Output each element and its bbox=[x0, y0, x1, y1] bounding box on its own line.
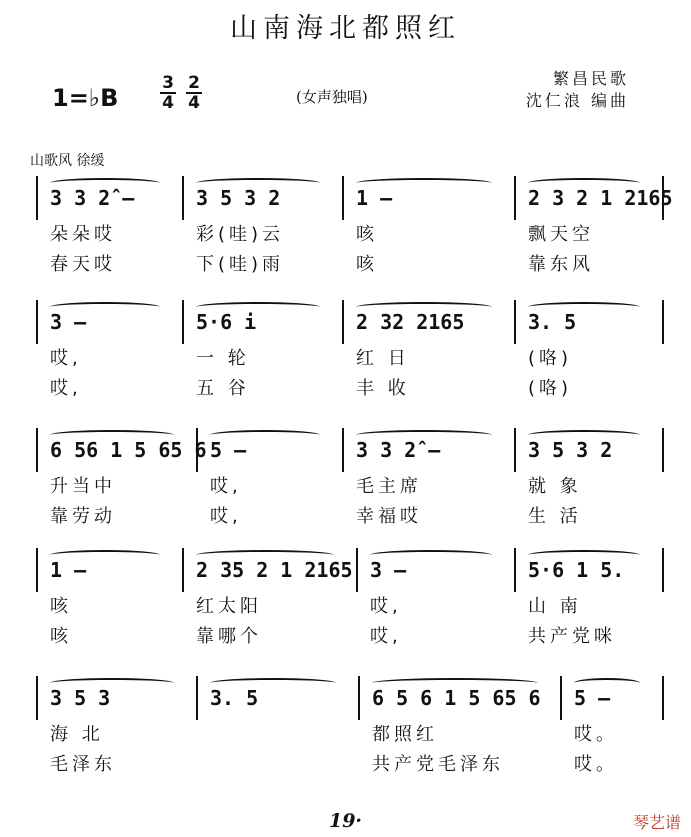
lyric-line-2: 五 谷 bbox=[196, 378, 250, 399]
page-title: 山南海北都照红 bbox=[230, 13, 461, 44]
barline bbox=[36, 176, 38, 220]
credit-folk-song: 繁昌民歌 bbox=[552, 69, 629, 88]
lyric-line-2: 咳 bbox=[50, 626, 72, 647]
barline bbox=[196, 676, 198, 720]
lyric-line-2: 春天哎 bbox=[50, 254, 116, 275]
lyric-line-1: 咳 bbox=[50, 596, 72, 617]
page-number: 19· bbox=[328, 810, 363, 832]
lyric-line-1: 升当中 bbox=[50, 476, 116, 497]
time-signature-2: 2 4 bbox=[186, 74, 202, 112]
lyric-line-2: 哎, bbox=[370, 626, 402, 647]
barline bbox=[342, 300, 344, 344]
barline bbox=[662, 676, 664, 720]
lyric-line-1: 哎, bbox=[210, 476, 242, 497]
measure-notes: 2 35 2 1 2165 bbox=[196, 558, 353, 582]
site-logo: 琴艺谱 bbox=[632, 813, 681, 832]
barline bbox=[662, 548, 664, 592]
barline bbox=[182, 300, 184, 344]
barline bbox=[356, 548, 358, 592]
lyric-line-1: 海 北 bbox=[50, 724, 104, 745]
barline bbox=[514, 548, 516, 592]
slur bbox=[50, 302, 160, 312]
tempo-marking: 山歌风 徐缓 bbox=[30, 153, 105, 169]
measure-notes: 6 56 1 5 65 6 bbox=[50, 438, 207, 462]
lyric-line-2: 哎。 bbox=[574, 754, 618, 775]
slur bbox=[50, 550, 160, 560]
lyric-line-1: 一 轮 bbox=[196, 348, 250, 369]
lyric-line-1: 毛主席 bbox=[356, 476, 422, 497]
barline bbox=[36, 676, 38, 720]
barline bbox=[560, 676, 562, 720]
barline bbox=[514, 300, 516, 344]
measure-notes: 3 3 2̂ — bbox=[50, 186, 135, 210]
measure-notes: 1 — bbox=[50, 558, 87, 582]
slur bbox=[50, 678, 174, 688]
lyric-line-2: 生 活 bbox=[528, 506, 582, 527]
measure-notes: 3 5 3 2 bbox=[196, 186, 281, 210]
slur bbox=[356, 430, 492, 440]
slur bbox=[372, 678, 538, 688]
lyric-line-1: 红太阳 bbox=[196, 596, 262, 617]
barline bbox=[514, 428, 516, 472]
lyric-line-1: 咳 bbox=[356, 224, 378, 245]
lyric-line-2: 哎, bbox=[210, 506, 242, 527]
lyric-line-2: 共产党毛泽东 bbox=[372, 754, 504, 775]
slur bbox=[210, 678, 336, 688]
measure-notes: 5 — bbox=[574, 686, 611, 710]
slur bbox=[356, 178, 492, 188]
lyric-line-1: 哎, bbox=[50, 348, 82, 369]
barline bbox=[36, 300, 38, 344]
measure-notes: 2 3 2 1 2165 bbox=[528, 186, 673, 210]
measure-notes: 3 5 3 bbox=[50, 686, 111, 710]
measure-notes: 5 — bbox=[210, 438, 247, 462]
measure-notes: 5·6 i bbox=[196, 310, 257, 334]
measure-notes: 3 3 2̂ — bbox=[356, 438, 441, 462]
lyric-line-2: 丰 收 bbox=[356, 378, 410, 399]
lyric-line-1: 彩(哇)云 bbox=[196, 224, 285, 245]
slur bbox=[528, 178, 640, 188]
slur bbox=[574, 678, 640, 688]
measure-notes: 3 5 3 2 bbox=[528, 438, 613, 462]
lyric-line-2: 靠劳动 bbox=[50, 506, 116, 527]
performance-note: (女声独唱) bbox=[296, 88, 368, 106]
barline bbox=[182, 176, 184, 220]
lyric-line-2: 幸福哎 bbox=[356, 506, 422, 527]
measure-notes: 3 — bbox=[50, 310, 87, 334]
key-signature: 1=♭B bbox=[52, 84, 119, 112]
barline bbox=[36, 428, 38, 472]
barline bbox=[662, 428, 664, 472]
slur bbox=[196, 178, 320, 188]
lyric-line-2: 靠东风 bbox=[528, 254, 594, 275]
lyric-line-2: 咳 bbox=[356, 254, 378, 275]
lyric-line-1: 山 南 bbox=[528, 596, 582, 617]
lyric-line-2: (咯) bbox=[528, 378, 573, 399]
lyric-line-2: 毛泽东 bbox=[50, 754, 116, 775]
lyric-line-2: 共产党咪 bbox=[528, 626, 616, 647]
lyric-line-1: 哎。 bbox=[574, 724, 618, 745]
barline bbox=[514, 176, 516, 220]
lyric-line-1: 哎, bbox=[370, 596, 402, 617]
barline bbox=[342, 428, 344, 472]
lyric-line-1: 飘天空 bbox=[528, 224, 594, 245]
barline bbox=[662, 300, 664, 344]
slur bbox=[196, 302, 320, 312]
lyric-line-1: 朵朵哎 bbox=[50, 224, 116, 245]
slur bbox=[50, 430, 174, 440]
slur bbox=[210, 430, 320, 440]
slur bbox=[528, 302, 640, 312]
time-signature-1: 3 4 bbox=[160, 74, 176, 112]
slur bbox=[528, 550, 640, 560]
measure-notes: 1 — bbox=[356, 186, 393, 210]
lyric-line-1: 红 日 bbox=[356, 348, 410, 369]
credit-arranger: 沈仁浪 编曲 bbox=[525, 91, 629, 110]
lyric-line-1: 就 象 bbox=[528, 476, 582, 497]
barline bbox=[36, 548, 38, 592]
barline bbox=[182, 548, 184, 592]
measure-notes: 3. 5 bbox=[528, 310, 577, 334]
slur bbox=[196, 550, 334, 560]
lyric-line-2: 下(哇)雨 bbox=[196, 254, 285, 275]
lyric-line-2: 哎, bbox=[50, 378, 82, 399]
slur bbox=[50, 178, 160, 188]
measure-notes: 6 5 6 1 5 65 6 bbox=[372, 686, 541, 710]
measure-notes: 2 32 2165 bbox=[356, 310, 465, 334]
slur bbox=[528, 430, 640, 440]
measure-notes: 3 — bbox=[370, 558, 407, 582]
slur bbox=[370, 550, 492, 560]
measure-notes: 3. 5 bbox=[210, 686, 259, 710]
barline bbox=[342, 176, 344, 220]
lyric-line-2: 靠哪个 bbox=[196, 626, 262, 647]
measure-notes: 5·6 1 5. bbox=[528, 558, 625, 582]
barline bbox=[358, 676, 360, 720]
lyric-line-1: (咯) bbox=[528, 348, 573, 369]
slur bbox=[356, 302, 492, 312]
lyric-line-1: 都照红 bbox=[372, 724, 438, 745]
